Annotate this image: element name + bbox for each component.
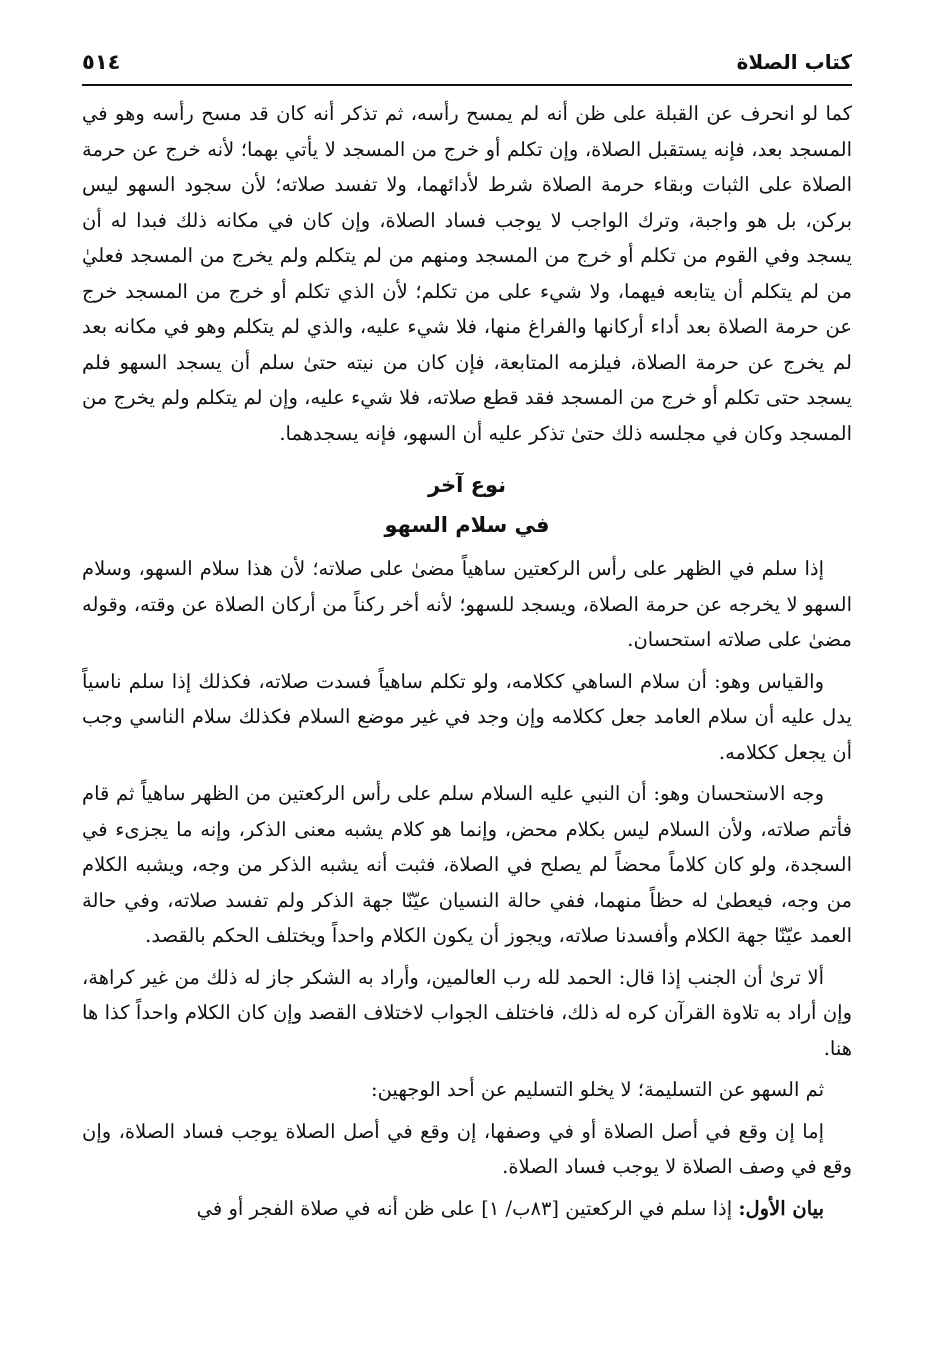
- page-number: ٥١٤: [82, 50, 121, 74]
- section-heading: نوع آخر: [427, 473, 507, 497]
- book-page: [82, 48, 852, 1348]
- paragraph: والقياس وهو: أن سلام الساهي ككلامه، ولو تكلم ساهياً فسدت صلاته، فكذلك إذا سلم ناسياً يدل عليه أن سلام العامد جعل ككلامه وإن وجد في غير موضع السلام فكذلك سلام الناسي وجب أن يجعل ككلامه.: [82, 669, 852, 764]
- paragraph: ألا ترىٰ أن الجنب إذا قال: الحمد لله رب العالمين، وأراد به الشكر جاز له ذلك من غير كراهة، وإن أراد به تلاوة القرآن كره له ذلك، فاختلف الجواب لاختلاف القصد وإن كان الكلام واحداً كذا ها هنا.: [82, 965, 852, 1060]
- paragraph: إما إن وقع في أصل الصلاة أو في وصفها، إن وقع في أصل الصلاة يوجب فساد الصلاة، وإن وقع في وصف الصلاة لا يوجب فساد الصلاة.: [82, 1119, 852, 1178]
- paragraph: إذا سلم في الظهر على رأس الركعتين ساهياً مضىٰ على صلاته؛ لأن هذا سلام السهو، وسلام السهو لا يخرجه عن حرمة الصلاة، ويسجد للسهو؛ لأنه أخر ركناً من أركان الصلاة عن وقته، وقوله مضىٰ على صلاته استحسان.: [82, 557, 852, 651]
- section-subheading: في سلام السهو: [384, 513, 550, 537]
- paragraph-text: إذا سلم في الركعتين [٨٣ب/ ١] على ظن أنه في صلاة الفجر أو في: [196, 1196, 739, 1220]
- paragraph-last: [82, 1191, 852, 1227]
- paragraph: ثم السهو عن التسليمة؛ لا يخلو التسليم عن أحد الوجهين:: [371, 1078, 824, 1101]
- paragraph: كما لو انحرف عن القبلة على ظن أنه لم يمسح رأسه، ثم تذكر أنه كان قد مسح رأسه وهو في المسجد بعد، فإنه يستقبل الصلاة، وإن تكلم أو خرج من المسجد لا يأتي بهما؛ لأنه خرج عن حرمة الصلاة على الثبات وبقاء حرمة الصلاة شرط لأدائهما، ولا تفسد صلاته؛ لأن سجود السهو ليس بركن، بل هو واجبة، وترك الواجب لا يوجب فساد الصلاة، وإن كان في مكانه ذلك فبدا له أن يسجد وفي القوم من تكلم أو خرج من المسجد ومنهم من لم يتكلم ولم يخرج من المسجد فعليٰ من لم يتكلم أن يتابعه فيهما، ولا شيء على من تكلم؛ لأن الذي تكلم أو خرج من المسجد خرج عن حرمة الصلاة بعد أداء أركانها والفراغ منها، فلا شيء عليه، والذي لم يتكلم وهو في مكانه بعد لم يخرج عن حرمة الصلاة، فيلزمه المتابعة، فإن كان من نيته حتىٰ سلم أن يسجد السهو فلم يسجد حتى تكلم أو خرج من المسجد فقد قطع صلاته، فلا شيء عليه، وإن لم يتكلم ولم يخرج من المسجد وكان في مجلسه ذلك حتىٰ تذكر عليه أن السهو، فإنه يسجدهما.: [82, 102, 852, 445]
- running-header: [82, 48, 852, 86]
- paragraph-lead: بيان الأول:: [738, 1196, 824, 1220]
- page-body: [82, 96, 852, 1226]
- paragraph: وجه الاستحسان وهو: أن النبي عليه السلام سلم على رأس الركعتين من الظهر ساهياً ثم قام فأتم صلاته، ولأن السلام ليس بكلام محض، وإنما هو كلام يشبه معنى الذكر، وإنه ما يجزىء في السجدة، ولو كان كلاماً محضاً لم يصلح في الصلاة، فثبت أنه يشبه الذكر من وجه، ويشبه الكلام من وجه، فيعطىٰ له حظاً منهما، ففي حالة النسيان عيّنّا جهة الذكر ولم تفسد صلاته، وفي حالة العمد عيّنّا جهة الكلام وأفسدنا صلاته، ويجوز أن يكون الكلام واحداً ويختلف الحكم بالقصد.: [82, 782, 852, 947]
- book-title: كتاب الصلاة: [736, 50, 852, 74]
